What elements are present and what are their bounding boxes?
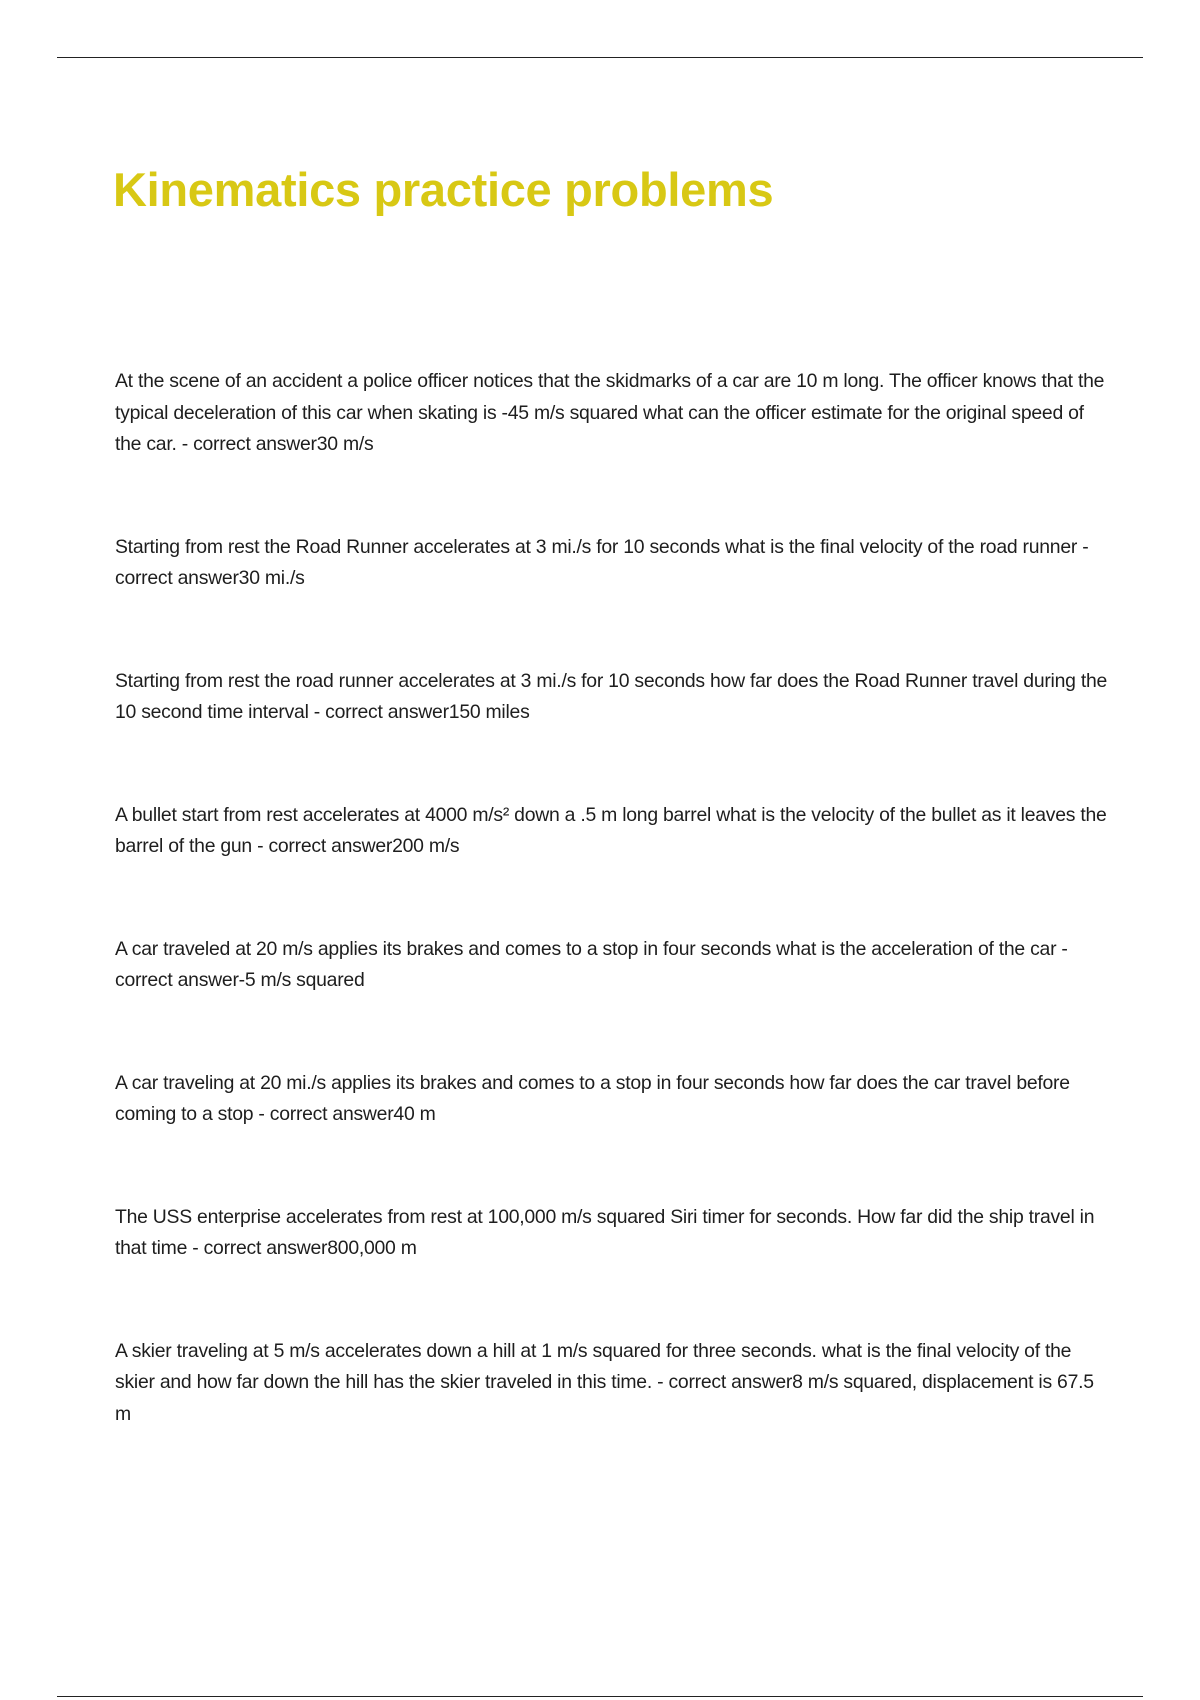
- problem-list: [115, 366, 1111, 1501]
- problem-item: A car traveled at 20 m/s applies its brakes and comes to a stop in four seconds what is the acceleration of the car - correct answer-5 m/s squared: [115, 937, 1068, 991]
- page-title: Kinematics practice problems: [113, 163, 774, 216]
- top-rule: [57, 57, 1143, 58]
- problem-item: A skier traveling at 5 m/s accelerates down a hill at 1 m/s squared for three seconds. what is the final velocity of the skier and how far down the hill has the skier traveled in this time. - correct answer8 m/s squared, displacement is 67.5 m: [115, 1339, 1094, 1425]
- problem-item: Starting from rest the road runner accelerates at 3 mi./s for 10 seconds how far does the Road Runner travel during the 10 second time interval - correct answer150 miles: [115, 669, 1108, 723]
- problem-item: The USS enterprise accelerates from rest at 100,000 m/s squared Siri timer for seconds. How far did the ship travel in that time - correct answer800,000 m: [115, 1205, 1095, 1259]
- problem-item: A car traveling at 20 mi./s applies its brakes and comes to a stop in four seconds how far does the car travel before coming to a stop - correct answer40 m: [115, 1071, 1070, 1125]
- problem-item: Starting from rest the Road Runner accelerates at 3 mi./s for 10 seconds what is the final velocity of the road runner - correct answer30 mi./s: [115, 535, 1089, 589]
- problem-item: A bullet start from rest accelerates at 4000 m/s² down a .5 m long barrel what is the velocity of the bullet as it leaves the barrel of the gun - correct answer200 m/s: [115, 803, 1107, 857]
- bottom-rule: [57, 1696, 1143, 1697]
- problem-item: At the scene of an accident a police officer notices that the skidmarks of a car are 10 m long. The officer knows that the typical deceleration of this car when skating is -45 m/s squared what can the officer estimate for the original speed of the car. - correct answer30 m/s: [115, 370, 1105, 455]
